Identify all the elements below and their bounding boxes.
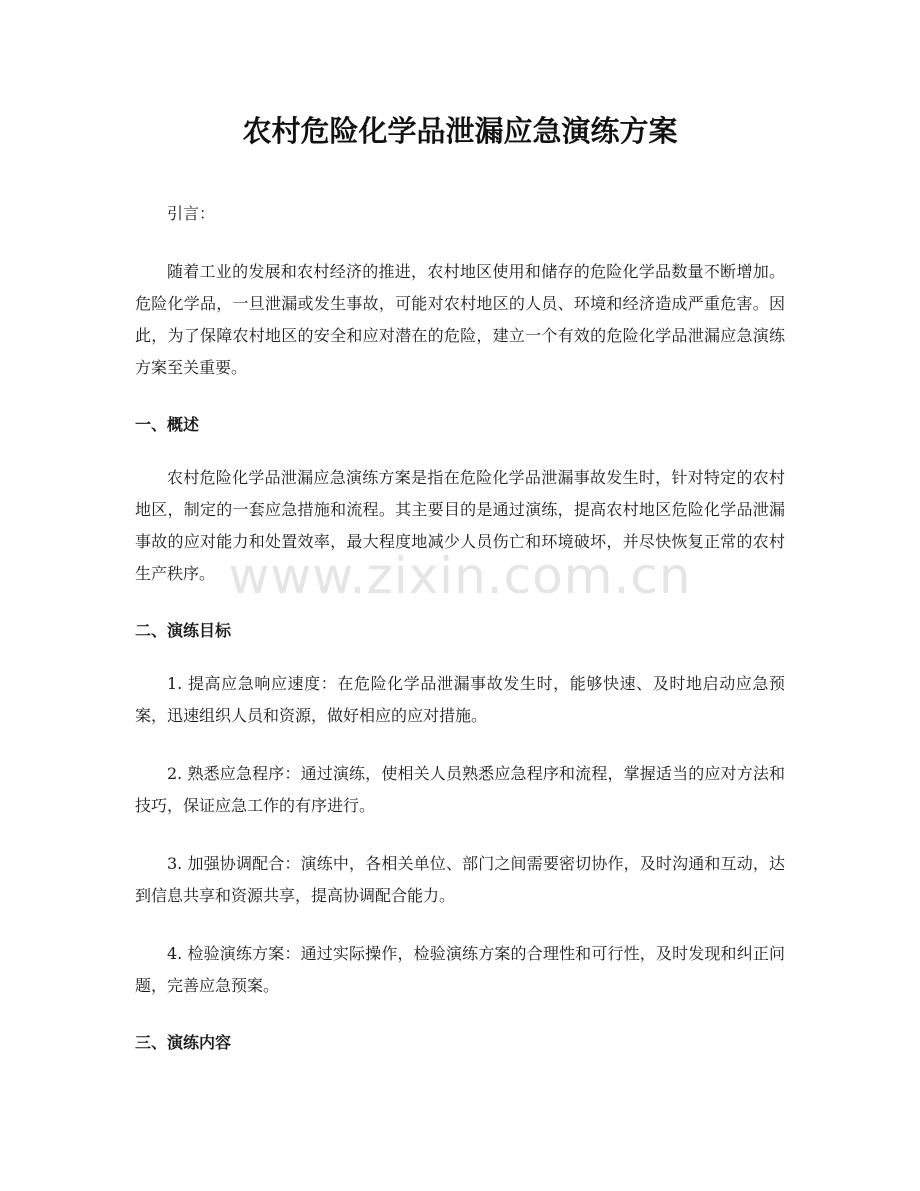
section-heading-content: 三、演练内容 (135, 1033, 232, 1052)
list-item: 2. 熟悉应急程序：通过演练，使相关人员熟悉应急程序和流程，掌握适当的应对方法和技巧，保证应急工作的有序进行。 (135, 764, 785, 815)
list-item: 4. 检验演练方案：通过实际操作，检验演练方案的合理性和可行性，及时发现和纠正问题，完善应急预案。 (135, 944, 785, 995)
section-heading-overview: 一、概述 (135, 415, 200, 434)
goals-list (135, 668, 785, 1002)
list-item: 3. 加强协调配合：演练中，各相关单位、部门之间需要密切协作，及时沟通和互动，达到信息共享和资源共享，提高协调配合能力。 (135, 854, 785, 905)
section-heading-goals: 二、演练目标 (135, 621, 232, 640)
intro-label: 引言： (167, 204, 216, 223)
watermark: www.zixin.com.cn (228, 547, 692, 605)
document-title: 农村危险化学品泄漏应急演练方案 (242, 114, 678, 148)
list-item: 1. 提高应急响应速度：在危险化学品泄漏事故发生时，能够快速、及时地启动应急预案，迅速组织人员和资源，做好相应的应对措施。 (135, 674, 785, 725)
overview-paragraph: 农村危险化学品泄漏应急演练方案是指在危险化学品泄漏事故发生时，针对特定的农村地区，制定的一套应急措施和流程。其主要目的是通过演练，提高农村地区危险化学品泄漏事故的应对能力和处置效率，最大程度地减少人员伤亡和环境破坏，并尽快恢复正常的农村生产秩序。 (135, 468, 785, 583)
intro-paragraph: 随着工业的发展和农村经济的推进，农村地区使用和储存的危险化学品数量不断增加。危险化学品，一旦泄漏或发生事故，可能对农村地区的人员、环境和经济造成严重危害。因此，为了保障农村地区的安全和应对潜在的危险，建立一个有效的危险化学品泄漏应急演练方案至关重要。 (135, 262, 785, 377)
